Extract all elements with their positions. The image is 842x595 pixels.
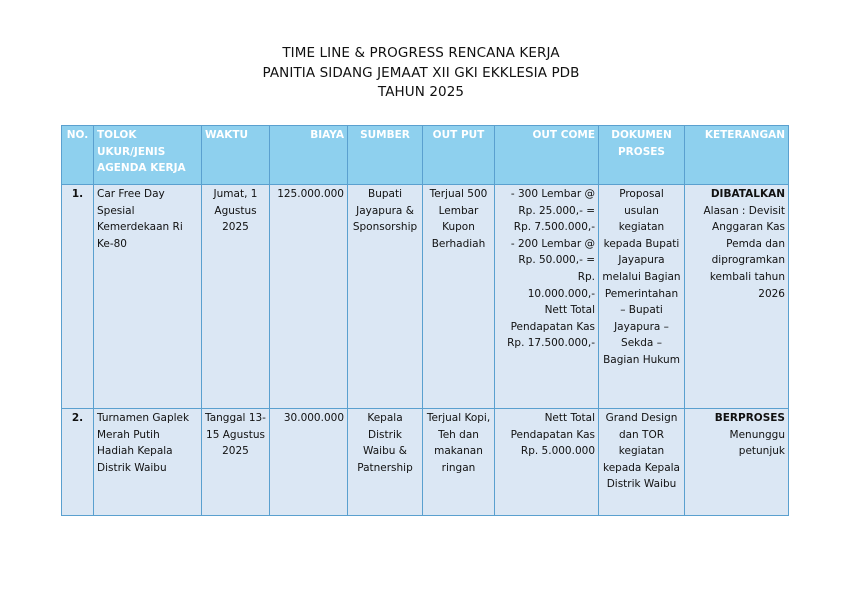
keterangan-note: Menunggu petunjuk: [729, 428, 785, 458]
header-output: OUT PUT: [423, 126, 495, 185]
row-biaya: 30.000.000: [270, 409, 348, 516]
header-tolok-ukur: TOLOK UKUR/JENIS AGENDA KERJA: [94, 126, 202, 185]
header-dokumen: DOKUMEN PROSES: [599, 126, 685, 185]
outcome-line: Nett Total: [544, 412, 595, 424]
outcome-line: Rp. 5.000.000: [520, 445, 595, 458]
table-row: [62, 409, 789, 516]
row-outcome: [495, 185, 599, 409]
outcome-line: Rp.: [577, 270, 595, 283]
outcome-line: Pendapatan Kas: [510, 428, 595, 441]
row-sumber: Kepala Distrik Waibu & Patnership: [348, 409, 423, 516]
title-line-1: TIME LINE & PROGRESS RENCANA KERJA: [282, 45, 560, 61]
row-waktu: Tanggal 13-15 Agustus 2025: [202, 409, 270, 516]
row-outcome: [495, 409, 599, 516]
title-line-2: PANITIA SIDANG JEMAAT XII GKI EKKLESIA PDB: [262, 64, 580, 81]
timeline-table: [61, 125, 789, 516]
status-badge: BERPROSES: [714, 412, 785, 424]
row-keterangan: [685, 409, 789, 516]
header-keterangan: KETERANGAN: [685, 126, 789, 185]
status-badge: DIBATALKAN: [710, 188, 785, 200]
header-biaya: BIAYA: [270, 126, 348, 185]
keterangan-note: Alasan : Devisit Anggaran Kas Pemda dan diprogramkan kembali tahun 2026: [703, 204, 785, 300]
row-waktu: Jumat, 1 Agustus 2025: [202, 185, 270, 409]
row-keterangan: [685, 185, 789, 409]
header-sumber: SUMBER: [348, 126, 423, 185]
title-line-3: TAHUN 2025: [377, 84, 465, 100]
outcome-line: Pendapatan Kas: [510, 320, 595, 333]
outcome-line: - 300 Lembar @: [510, 188, 595, 200]
row-biaya: 125.000.000: [270, 185, 348, 409]
row-dokumen: Proposal usulan kegiatan kepada Bupati Jayapura melalui Bagian Pemerintahan – Bupati Jayapura – Sekda – Bagian Hukum: [599, 185, 685, 409]
row-tolok-ukur: Car Free Day Spesial Kemerdekaan Ri Ke-80: [94, 185, 202, 409]
row-output: Terjual 500 Lembar Kupon Berhadiah: [423, 185, 495, 409]
outcome-line: Rp. 7.500.000,-: [513, 221, 595, 234]
row-output: Terjual Kopi, Teh dan makanan ringan: [423, 409, 495, 516]
header-outcome: OUT COME: [495, 126, 599, 185]
row-tolok-ukur: Turnamen Gaplek Merah Putih Hadiah Kepala Distrik Waibu: [94, 409, 202, 516]
outcome-line: Rp. 17.500.000,-: [507, 337, 595, 350]
outcome-line: - 200 Lembar @: [510, 237, 595, 250]
table-row: [62, 185, 789, 409]
header-no: NO.: [62, 126, 94, 185]
row-dokumen: Grand Design dan TOR kegiatan kepada Kepala Distrik Waibu: [599, 409, 685, 516]
outcome-line: Rp. 50.000,- =: [518, 254, 595, 267]
row-number: 2.: [62, 409, 94, 516]
table-header-row: [62, 126, 789, 185]
outcome-line: Rp. 25.000,- =: [518, 204, 595, 217]
outcome-line: Nett Total: [544, 304, 595, 317]
row-sumber: Bupati Jayapura & Sponsorship: [348, 185, 423, 409]
row-number: 1.: [62, 185, 94, 409]
document-title: [0, 44, 842, 103]
header-waktu: WAKTU: [202, 126, 270, 185]
outcome-line: 10.000.000,-: [527, 287, 595, 300]
